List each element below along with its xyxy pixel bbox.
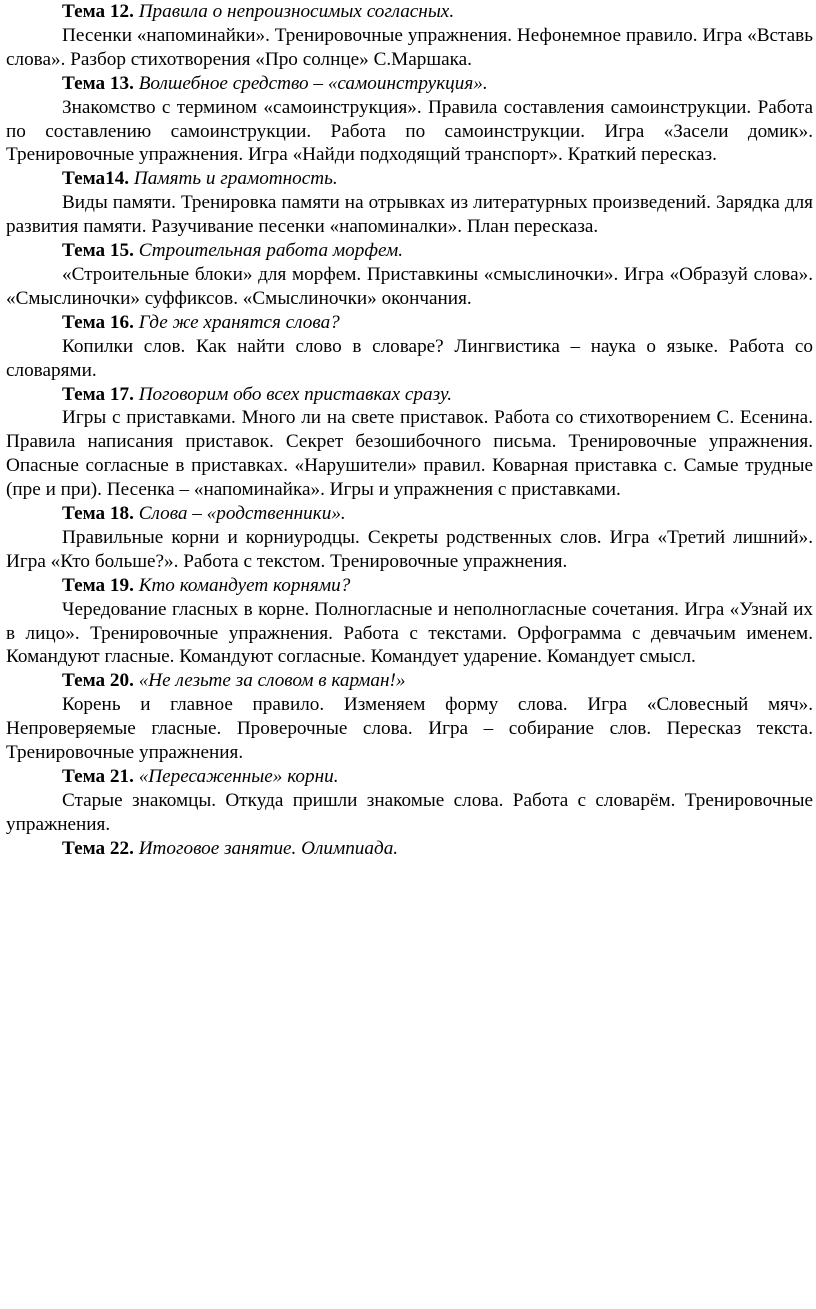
topic-title: Правила о непроизносимых согласных. — [138, 1, 455, 22]
topic-number: Тема14. — [62, 168, 130, 190]
topic-19-text: Чередование гласных в корне. Полногласные и неполногласные сочетания. Игра «Узнай их в лицо». Тренировочные упражнения. Работа с текстами. Орфограмма с девчачьим именем. Командуют гласные. Командуют согласные. Командует ударение. Командует смысл. — [6, 598, 813, 668]
topic-15-heading — [6, 239, 813, 263]
topic-title: Память и грамотность. — [133, 168, 338, 190]
topic-title: Поговорим обо всех приставках сразу. — [138, 383, 453, 405]
topic-number: Тема 12. — [62, 1, 134, 22]
topic-title: Кто командует корнями? — [138, 574, 351, 596]
topic-number: Тема 15. — [62, 240, 134, 262]
topic-number: Тема 21. — [62, 766, 134, 787]
topic-22-heading — [6, 837, 813, 861]
topic-title: «Не лезьте за словом в карман!» — [138, 670, 406, 692]
topic-21-text: Старые знакомцы. Откуда пришли знакомые слова. Работа с словарём. Тренировочные упражнения. — [6, 789, 813, 835]
topic-21-heading — [6, 765, 813, 789]
topic-title: Строительная работа морфем. — [138, 240, 404, 262]
topic-number: Тема 19. — [62, 574, 134, 596]
document-page — [6, 0, 813, 861]
topic-title: Слова – «родственники». — [138, 503, 346, 525]
topic-18-text: Правильные корни и корниуродцы. Секреты родственных слов. Игра «Третий лишний». Игра «Кто больше?». Работа с текстом. Тренировочные упражнения. — [6, 526, 813, 572]
topic-title: «Пересаженные» корни. — [138, 766, 339, 787]
topic-19-heading — [6, 574, 813, 598]
topic-12-heading — [6, 0, 813, 24]
topic-title: Где же хранятся слова? — [138, 311, 340, 333]
topic-17-heading — [6, 383, 813, 407]
topic-number: Тема 22. — [62, 837, 134, 859]
topic-20-text: Корень и главное правило. Изменяем форму слова. Игра «Словесный мяч». Непроверяемые гласные. Проверочные слова. Игра – собирание слов. Пересказ текста. Тренировочные упражнения. — [6, 694, 813, 764]
topic-17-text: Игры с приставками. Много ли на свете приставок. Работа со стихотворением С. Есенина. Правила написания приставок. Секрет безошибочного письма. Тренировочные упражнения. Опасные согласные в приставках. «Нарушители» правил. Коварная приставка с. Самые трудные (пре и при). Песенка – «напоминайка». Игры и упражнения с приставками. — [6, 407, 813, 501]
topic-16-heading — [6, 311, 813, 335]
topic-18-heading — [6, 502, 813, 526]
topic-14-text: Виды памяти. Тренировка памяти на отрывках из литературных произведений. Зарядка для развития памяти. Разучивание песенки «напоминалки». План пересказа. — [6, 192, 813, 238]
topic-12-text: Песенки «напоминайки». Тренировочные упражнения. Нефонемное правило. Игра «Вставь слова». Разбор стихотворения «Про солнце» С.Маршака. — [6, 24, 813, 70]
topic-16-text: Копилки слов. Как найти слово в словаре? Лингвистика – наука о языке. Работа со словарями. — [6, 335, 813, 381]
topic-13-heading — [6, 72, 813, 96]
topic-number: Тема 13. — [62, 72, 134, 94]
topic-number: Тема 16. — [62, 311, 134, 333]
topic-title: Волшебное средство – «самоинструкция». — [138, 72, 488, 94]
topic-13-text: Знакомство с термином «самоинструкция». Правила составления самоинструкции. Работа по составлению самоинструкции. Работа по самоинструкции. Игра «Засели домик». Тренировочные упражнения. Игра «Найди подходящий транспорт». Краткий пересказ. — [6, 96, 813, 166]
topic-title: Итоговое занятие. Олимпиада. — [138, 837, 399, 859]
topic-20-heading — [6, 669, 813, 693]
topic-14-heading — [6, 167, 813, 191]
topic-number: Тема 18. — [62, 503, 134, 525]
topic-15-text: «Строительные блоки» для морфем. Приставкины «смыслиночки». Игра «Образуй слова». «Смыслиночки» суффиксов. «Смыслиночки» окончания. — [6, 263, 813, 309]
topic-number: Тема 20. — [62, 670, 134, 692]
topic-number: Тема 17. — [62, 383, 134, 405]
